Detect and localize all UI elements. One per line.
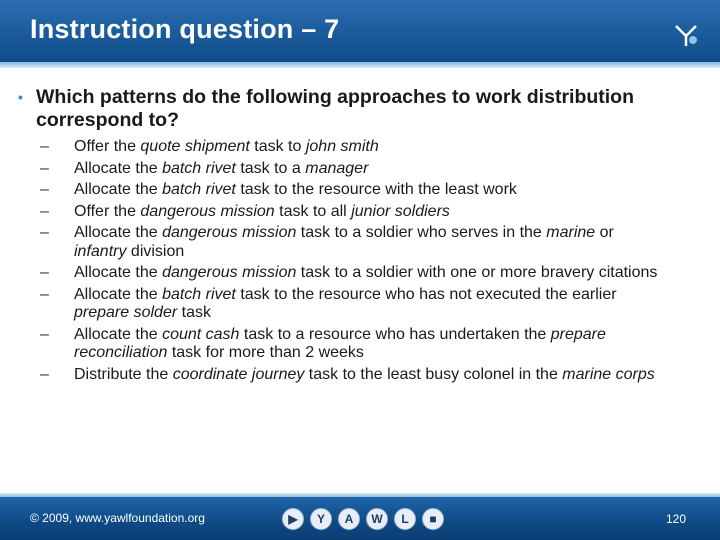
dash-bullet: –: [40, 325, 49, 343]
text-segment: task to a soldier with one or more bravery citations: [296, 264, 658, 281]
nav-a-button[interactable]: A: [338, 508, 360, 530]
text-segment: division: [126, 242, 185, 260]
italic-term: batch rivet: [162, 285, 236, 303]
text-segment: task to the resource who has not executed the earlier: [235, 285, 617, 303]
dash-bullet: –: [40, 224, 49, 241]
dash-bullet: –: [40, 181, 49, 198]
list-item-text: [66, 286, 664, 323]
bullet-icon: •: [18, 89, 23, 105]
nav-y-button[interactable]: Y: [310, 508, 332, 530]
text-segment: Allocate the: [74, 264, 163, 281]
list-item-text: [66, 160, 664, 179]
slide-header: [0, 0, 720, 66]
play-icon[interactable]: ▶: [282, 508, 304, 530]
text-segment: Offer the: [74, 202, 141, 220]
list-item-text: [66, 203, 664, 222]
text-segment: task to a: [235, 159, 306, 177]
question-text: Which patterns do the following approaches to work distribution correspond to?: [36, 86, 635, 131]
list-item-text: [66, 181, 664, 200]
slide-title: Instruction question – 7: [30, 14, 340, 44]
italic-term: batch rivet: [162, 181, 236, 198]
dash-bullet: –: [40, 365, 49, 383]
nav-w-button[interactable]: W: [366, 508, 388, 530]
dash-bullet: –: [40, 159, 49, 177]
italic-term: junior soldiers: [351, 202, 450, 220]
italic-term: infantry: [74, 242, 127, 260]
slide-content: [18, 86, 708, 387]
list-item-text: [66, 264, 664, 283]
list-item-text: [66, 326, 664, 363]
text-segment: task to the resource with the least work: [235, 181, 517, 198]
copyright-text: © 2009, www.yawlfoundation.org: [30, 511, 205, 525]
italic-term: marine: [546, 224, 596, 241]
text-segment: Allocate the: [74, 285, 163, 303]
italic-term: count cash: [162, 325, 240, 343]
list-item: [18, 264, 708, 283]
question: [18, 86, 708, 132]
list-item: [18, 326, 708, 363]
list-item: [18, 286, 708, 323]
list-item: [18, 160, 708, 179]
approach-list: [18, 138, 708, 384]
text-segment: task to all: [274, 202, 352, 220]
stop-icon[interactable]: ■: [422, 508, 444, 530]
italic-term: john smith: [305, 138, 379, 155]
italic-term: dangerous mission: [162, 224, 297, 241]
list-item: [18, 181, 708, 200]
page-number: 120: [666, 512, 687, 526]
list-item: [18, 366, 708, 385]
text-segment: task to: [249, 138, 306, 155]
text-segment: task for more than 2 weeks: [167, 344, 364, 361]
list-item: [18, 203, 708, 222]
italic-term: dangerous mission: [162, 264, 297, 281]
text-segment: task to the least busy colonel in the: [304, 365, 563, 383]
text-segment: or: [595, 224, 614, 241]
list-item: [18, 224, 708, 261]
italic-term: prepare solder: [74, 304, 178, 321]
italic-term: manager: [305, 159, 369, 177]
text-segment: Allocate the: [74, 325, 163, 343]
slide-footer: [0, 497, 720, 540]
italic-term: prepare reconciliation: [74, 325, 606, 361]
text-segment: task: [177, 304, 211, 321]
text-segment: Allocate the: [74, 159, 163, 177]
list-item-text: [66, 138, 664, 157]
dash-bullet: –: [40, 264, 49, 281]
nav-l-button[interactable]: L: [394, 508, 416, 530]
dash-bullet: –: [40, 138, 49, 155]
text-segment: task to a soldier who serves in the: [296, 224, 547, 241]
italic-term: batch rivet: [162, 159, 236, 177]
dash-bullet: –: [40, 202, 49, 220]
italic-term: quote shipment: [140, 138, 250, 155]
dash-bullet: –: [40, 285, 49, 303]
list-item-text: [66, 224, 664, 261]
italic-term: dangerous mission: [140, 202, 275, 220]
slide-navigation: [282, 508, 450, 530]
text-segment: Offer the: [74, 138, 141, 155]
text-segment: Allocate the: [74, 224, 163, 241]
list-item: [18, 138, 708, 157]
text-segment: Distribute the: [74, 365, 173, 383]
italic-term: coordinate journey: [172, 365, 305, 383]
list-item-text: [66, 366, 664, 385]
yawl-logo-icon: [672, 22, 700, 48]
text-segment: Allocate the: [74, 181, 163, 198]
text-segment: task to a resource who has undertaken the: [239, 325, 551, 343]
header-divider: [0, 62, 720, 68]
italic-term: marine corps: [562, 365, 655, 383]
